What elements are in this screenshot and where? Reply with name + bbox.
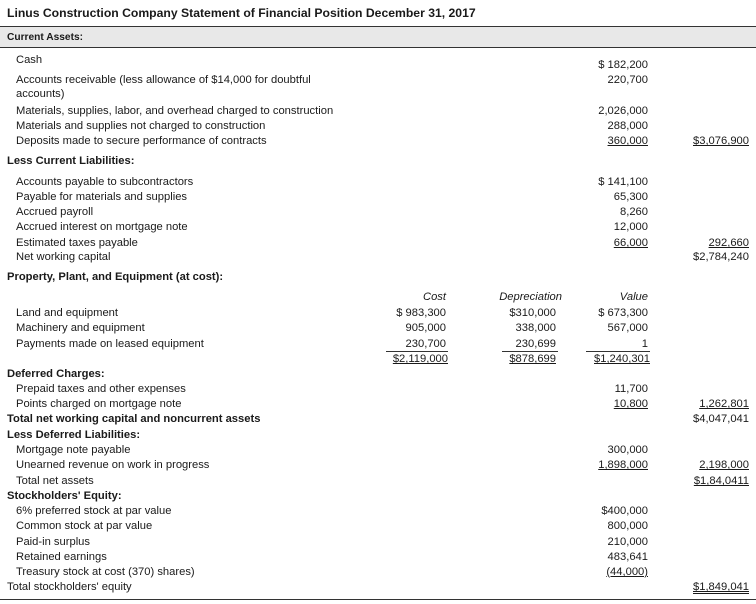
dl-label-1: Unearned revenue on work in progress: [16, 459, 210, 471]
eq-label-0: 6% preferred stock at par value: [16, 505, 172, 517]
ppe-total-cost: $2,119,000: [392, 353, 448, 365]
ppe-value-1: 567,000: [607, 322, 648, 334]
deferred-charges-header: Deferred Charges:: [7, 368, 105, 380]
statement-title: Linus Construction Company Statement of Financial Position December 31, 2017: [7, 6, 476, 20]
cl-value-4: 66,000: [613, 237, 648, 249]
dc-label-0: Prepaid taxes and other expenses: [16, 383, 186, 395]
cl-label-3: Accrued interest on mortgage note: [16, 221, 188, 233]
eq-value-0: $400,000: [601, 505, 648, 517]
dc-value-0: 11,700: [614, 383, 648, 395]
ppe-cost-0: $ 983,300: [396, 307, 446, 319]
total-net-working-value: $4,047,041: [693, 413, 749, 425]
cl-label-2: Accrued payroll: [16, 206, 94, 218]
ppe-label-1: Machinery and equipment: [16, 322, 145, 334]
dc-total: 1,262,801: [699, 398, 749, 410]
eq-value-3: 483,641: [607, 551, 648, 563]
cl-value-0: $ 141,100: [598, 176, 648, 188]
ca-label-ar: Accounts receivable (less allowance of $14,000 for doubtful: [16, 74, 311, 86]
eq-label-2: Paid-in surplus: [16, 536, 90, 548]
ppe-col-value: Value: [619, 291, 648, 303]
ppe-header: Property, Plant, and Equipment (at cost):: [7, 271, 224, 283]
total-net-working-label: Total net working capital and noncurrent assets: [7, 413, 261, 425]
current-assets-header: Current Assets:: [7, 32, 84, 43]
dl-total: 2,198,000: [699, 459, 749, 471]
dl-value-1: 1,898,000: [598, 459, 648, 471]
ca-label-cash: Cash: [16, 54, 43, 66]
cl-label-1: Payable for materials and supplies: [16, 191, 188, 203]
ppe-label-2: Payments made on leased equipment: [16, 338, 204, 350]
eq-label-4: Treasury stock at cost (370) shares): [16, 566, 195, 578]
dl-label-0: Mortgage note payable: [16, 444, 131, 456]
bottom-rule: [0, 599, 756, 600]
ppe-col-depreciation: Depreciation: [499, 291, 562, 303]
eq-label-3: Retained earnings: [16, 551, 107, 563]
ppe-dep-1: 338,000: [515, 322, 556, 334]
ppe-col-cost: Cost: [422, 291, 446, 303]
dl-value-0: 300,000: [607, 444, 648, 456]
nwc-label: Net working capital: [16, 251, 111, 263]
ca-label-deposits: Deposits made to secure performance of contracts: [16, 135, 267, 147]
dc-label-1: Points charged on mortgage note: [16, 398, 182, 410]
equity-total-value: $1,849,041: [693, 581, 749, 593]
ppe-cost-1: 905,000: [405, 322, 446, 334]
ca-value-materials-charged: 2,026,000: [598, 105, 648, 117]
eq-value-2: 210,000: [607, 536, 648, 548]
ca-value-deposits: 360,000: [607, 135, 648, 147]
equity-total-label: Total stockholders' equity: [7, 581, 132, 593]
ppe-dep-2: 230,699: [515, 338, 556, 350]
eq-label-1: Common stock at par value: [16, 520, 153, 532]
equity-header: Stockholders' Equity:: [7, 490, 122, 502]
ppe-label-0: Land and equipment: [16, 307, 119, 319]
ppe-dep-0: $310,000: [509, 307, 556, 319]
cl-label-0: Accounts payable to subcontractors: [16, 176, 194, 188]
ca-label-materials-not-charged: Materials and supplies not charged to construction: [16, 120, 266, 132]
ppe-total-value: $1,240,301: [594, 353, 650, 365]
ca-value-materials-not-charged: 288,000: [607, 120, 648, 132]
cl-value-2: 8,260: [620, 206, 648, 218]
deferred-liabilities-header: Less Deferred Liabilities:: [7, 429, 141, 441]
net-assets-label: Total net assets: [16, 475, 94, 487]
current-liabilities-header: Less Current Liabilities:: [7, 155, 135, 167]
cl-value-1: 65,300: [613, 191, 648, 203]
cl-total: 292,660: [708, 237, 749, 249]
ca-value-ar: 220,700: [607, 74, 648, 86]
cl-value-3: 12,000: [613, 221, 648, 233]
ca-total: $3,076,900: [693, 135, 749, 147]
ppe-value-0: $ 673,300: [598, 307, 648, 319]
ca-label-materials-charged: Materials, supplies, labor, and overhead charged to construction: [16, 105, 334, 117]
ppe-total-dep: $878,699: [509, 353, 556, 365]
ppe-cost-2: 230,700: [405, 338, 446, 350]
cl-label-4: Estimated taxes payable: [16, 237, 138, 249]
eq-value-4: (44,000): [606, 566, 648, 578]
dc-value-1: 10,800: [613, 398, 648, 410]
ca-value-cash: $ 182,200: [598, 59, 648, 71]
ppe-value-2: 1: [641, 338, 648, 350]
nwc-value: $2,784,240: [693, 251, 749, 263]
net-assets-value: $1,84,0411: [693, 475, 749, 487]
ca-label-ar-cont: accounts): [16, 88, 65, 100]
header-band: [0, 27, 756, 47]
eq-value-1: 800,000: [607, 520, 648, 532]
band-divider: [0, 47, 756, 48]
